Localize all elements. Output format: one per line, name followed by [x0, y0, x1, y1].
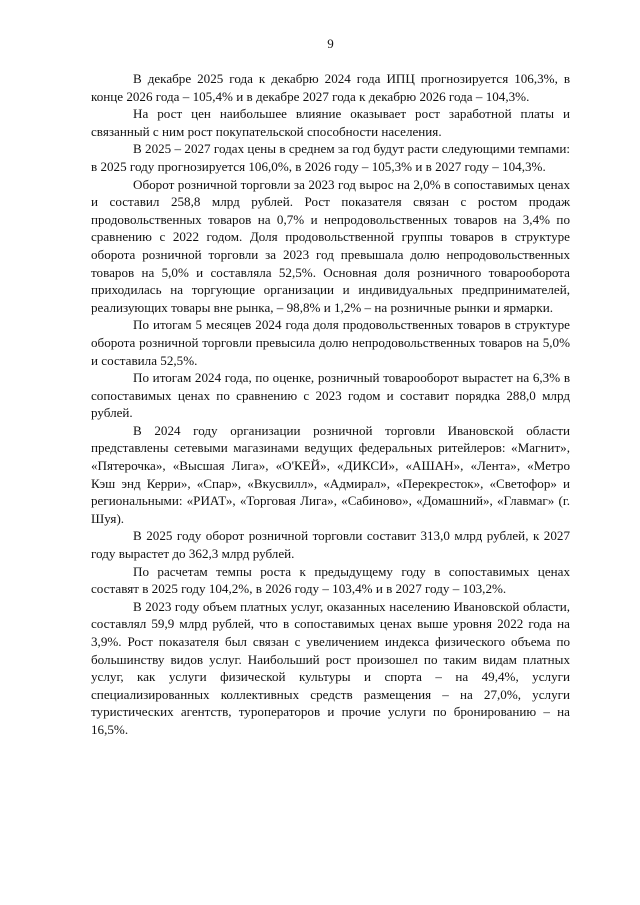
- paragraph-retail-estimate-2024: По итогам 2024 года, по оценке, розничный товарооборот вырастет на 6,3% в сопоставимых ценах по сравнению с 2023 годом и составит порядка 288,0 млрд рублей.: [91, 370, 570, 421]
- paragraph-growth-rates-forecast: По расчетам темпы роста к предыдущему году в сопоставимых ценах составят в 2025 году 104,2%, в 2026 году – 103,4% и в 2027 году – 103,2%.: [91, 563, 570, 597]
- paragraph-paid-services-2023: В 2023 году объем платных услуг, оказанных населению Ивановской области, составлял 59,9 млрд рублей, что в сопоставимых ценах выше уровня 2022 года на 3,9%. Рост показателя был связан с увеличением индекса физического объема по большинству видов услуг. Наибольший рост произошел по таким видам платных услуг, как услуги физической культуры и спорта – на 49,4%, услуги специализированных коллективных средств размещения – на 27,0%, услуги туристических агентств, туроператоров и прочие услуги по бронированию – на 16,5%.: [91, 598, 570, 737]
- document-page: [91, 36, 570, 739]
- paragraph-food-share-5-months-2024: По итогам 5 месяцев 2024 года доля продовольственных товаров в структуре оборота розничной торговли превысила долю непродовольственных товаров на 5,0% и составила 52,5%.: [91, 317, 570, 368]
- paragraph-retail-forecast-2025-2027: В 2025 году оборот розничной торговли составит 313,0 млрд рублей, к 2027 году вырастет до 362,3 млрд рублей.: [91, 528, 570, 562]
- paragraph-cpi-forecast: В декабре 2025 года к декабрю 2024 года ИПЦ прогнозируется 106,3%, в конце 2026 года – 105,4% и в декабре 2027 года к декабрю 2026 года – 104,3%.: [91, 71, 570, 104]
- paragraph-price-rates-2025-2027: В 2025 – 2027 годах цены в среднем за год будут расти следующими темпами: в 2025 году прогнозируется 106,0%, в 2026 году – 105,3% и в 2027 году – 104,3%.: [91, 141, 570, 174]
- paragraph-retail-turnover-2023: Оборот розничной торговли за 2023 год вырос на 2,0% в сопоставимых ценах и составил 258,8 млрд рублей. Рост показателя связан с ростом продаж продовольственных товаров на 0,7% и непродовольственных товаров на 3,4% по сравнению с 2022 годом. Доля продовольственной группы товаров в структуре оборота розничной торговли за 2023 год превышала долю непродовольственных товаров на 5,0% и составляла 52,5%. Основная доля розничного товарооборота приходилась на торгующие организации и индивидуальных предпринимателей, реализующих товары вне рынка, – 98,8% и 1,2% – на розничные рынки и ярмарки.: [91, 176, 570, 315]
- paragraph-retail-chains-2024: В 2024 году организации розничной торговли Ивановской области представлены сетевыми магазинами ведущих федеральных ритейлеров: «Магнит», «Пятерочка», «Высшая Лига», «О'КЕЙ», «ДИКСИ», «АШАН», «Лента», «Метро Кэш энд Керри», «Спар», «Вкусвилл», «Адмирал», «Перекресток», «Светофор» и региональными: «РИАТ», «Торговая Лига», «Сабиново», «Домашний», «Главмаг» (г. Шуя).: [91, 422, 570, 526]
- page-number: 9: [327, 36, 334, 51]
- paragraph-price-growth-factors: На рост цен наибольшее влияние оказывает рост заработной платы и связанный с ним рост покупательской способности населения.: [91, 106, 570, 139]
